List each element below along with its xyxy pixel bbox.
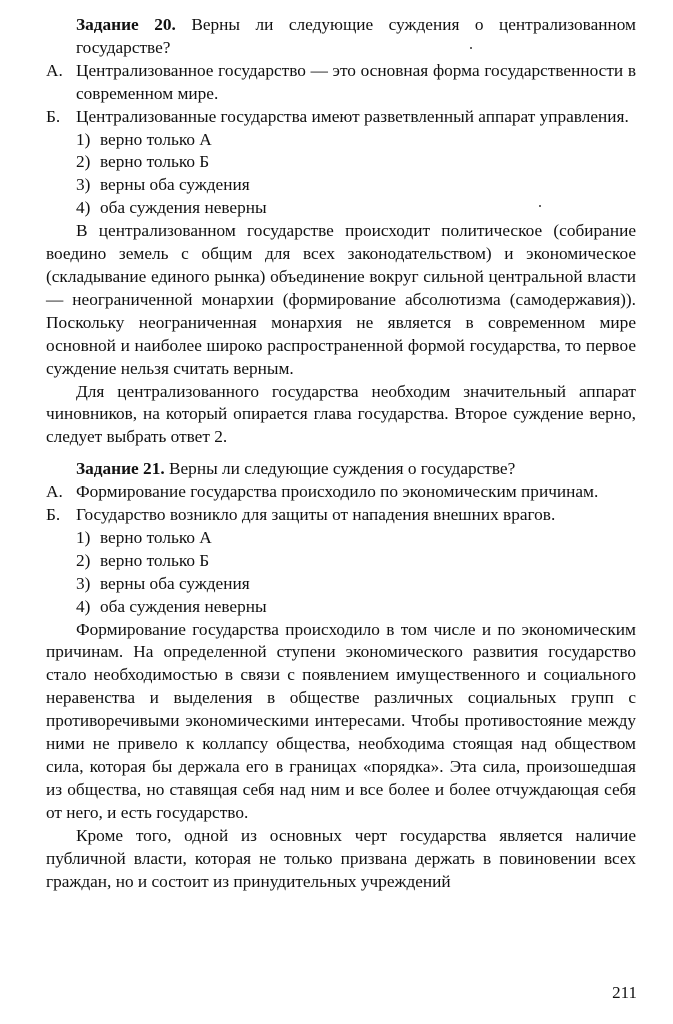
statement-text: Централизованные государства имеют разветвленный аппарат управления. — [76, 106, 629, 126]
task-20-option-2 — [46, 151, 636, 174]
option-text: оба суждения неверны — [100, 198, 267, 218]
task-21-question: Верны ли следующие суждения о государстве? — [168, 459, 516, 479]
task-20-statement-a — [46, 60, 636, 106]
option-number: 2) — [76, 550, 91, 570]
task-21-label: Задание 21. — [76, 459, 165, 479]
task-20-label: Задание 20. — [76, 15, 176, 34]
print-speck — [539, 205, 541, 207]
task-separator — [46, 449, 636, 458]
task-20-option-4 — [46, 197, 636, 220]
option-number: 1) — [76, 527, 91, 547]
statement-letter: Б. — [46, 505, 61, 525]
statement-letter: Б. — [46, 106, 61, 126]
option-text: верно только А — [100, 527, 212, 547]
print-speck — [470, 47, 472, 49]
option-text: верно только А — [100, 129, 212, 149]
option-number: 4) — [76, 596, 91, 616]
option-number: 3) — [76, 573, 91, 593]
task-20-statement-b — [46, 106, 636, 129]
page-number: 211 — [612, 983, 637, 1002]
option-text: верно только Б — [100, 550, 210, 570]
statement-text: Централизованное государство — это основная форма государственности в современном мире. — [76, 60, 636, 103]
option-number: 4) — [76, 198, 91, 218]
statement-letter: А. — [46, 60, 63, 80]
task-21-option-4 — [46, 596, 636, 619]
task-21-statement-a — [46, 481, 636, 504]
task-21-option-1 — [46, 527, 636, 550]
option-number: 2) — [76, 152, 91, 172]
option-number: 3) — [76, 175, 91, 195]
task-21-option-2 — [46, 550, 636, 573]
task-20-option-3 — [46, 174, 636, 197]
option-text: верны оба суждения — [100, 573, 250, 593]
task-20-option-1 — [46, 129, 636, 152]
task-21-explanation-1: Формирование государства происходило в том числе и по экономическим причинам. На определенной ступени экономического развития государство стало необходимостью в связи с появлением имущественного и социального неравенства и выделения в обществе различных социальных групп с противоречивыми экономическими интересами. Чтобы противостояние между ними не привело к коллапсу общества, необходима стоящая над обществом сила, которая бы держала его в границах «порядка». Эта сила, произошедшая из общества, но ставящая себя над ним и все более и более отчуждающая себя от него, и есть государство. — [46, 619, 636, 822]
task-20-heading — [46, 14, 636, 60]
option-text: верно только Б — [100, 152, 210, 172]
page-text — [46, 14, 636, 893]
task-21-option-3 — [46, 573, 636, 596]
option-text: верны оба суждения — [100, 175, 250, 195]
task-21-explanation-2: Кроме того, одной из основных черт государства является наличие публичной власти, которая не только призвана держать в повиновении всех граждан, но и состоит из принудительных учреждений — [46, 825, 636, 891]
option-number: 1) — [76, 129, 91, 149]
task-20-explanation-2: Для централизованного государства необходим значительный аппарат чиновников, на который опирается глава государства. Второе суждение верно, следует выбрать ответ 2. — [46, 381, 636, 447]
statement-text: Государство возникло для защиты от нападения внешних врагов. — [76, 505, 556, 525]
task-21-heading — [46, 458, 636, 481]
task-20-explanation-1: В централизованном государстве происходит политическое (собирание воедино земель с общим для всех законодательством) и экономическое (складывание единого рынка) объединение вокруг сильной центральной власти — неограниченной монархии (формирование абсолютизма (самодержавия)). Поскольку неограниченная монархия не является в современном мире основной и наиболее широко распространенной формой государства, то первое суждение нельзя считать верным. — [46, 221, 636, 378]
statement-text: Формирование государства происходило по экономическим причинам. — [76, 482, 599, 502]
option-text: оба суждения неверны — [100, 596, 267, 616]
task-20-question: Верны ли следующие суждения о централизованном государстве? — [76, 15, 636, 57]
statement-letter: А. — [46, 482, 63, 502]
task-21-statement-b — [46, 504, 636, 527]
